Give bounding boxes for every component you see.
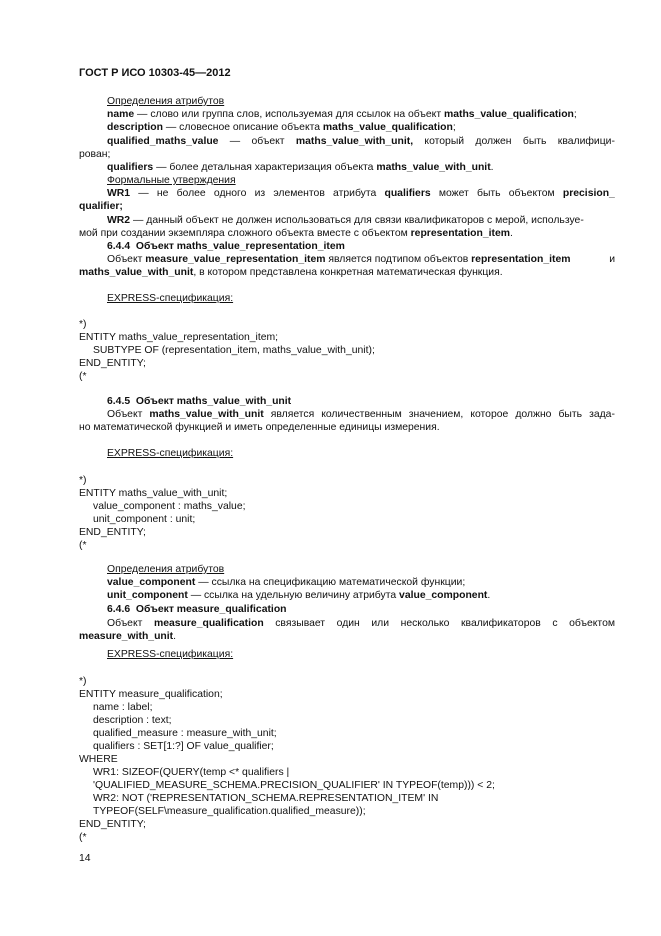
- definition-name: name — слово или группа слов, используемая для ссылок на объект maths_value_qualification;: [107, 109, 577, 120]
- heading-6-4-4: 6.4.4 Объект maths_value_representation_item: [107, 241, 345, 252]
- code-line: 'QUALIFIED_MEASURE_SCHEMA.PRECISION_QUALIFIER' IN TYPEOF(temp))) < 2;: [93, 780, 495, 791]
- document-header: ГОСТ Р ИСО 10303-45—2012: [79, 67, 231, 79]
- paragraph-6-4-5-cont: но математической функцией и иметь определенные единицы измерения.: [79, 422, 440, 433]
- rule-wr2-cont: мой при создании экземпляра сложного объекта вместе с объектом representation_item.: [79, 228, 513, 239]
- definition-description: description — словесное описание объекта maths_value_qualification;: [107, 122, 456, 133]
- paragraph-6-4-4: Объект measure_value_representation_item является подтипом объектов representation_item и: [107, 254, 615, 265]
- code-line: (*: [79, 832, 87, 843]
- definition-qualified-maths-value-cont: рован;: [79, 149, 111, 160]
- code-line: WR2: NOT ('REPRESENTATION_SCHEMA.REPRESENTATION_ITEM' IN: [93, 793, 439, 804]
- express-title-3: EXPRESS-спецификация:: [107, 649, 234, 660]
- heading-6-4-5: 6.4.5 Объект maths_value_with_unit: [107, 396, 292, 407]
- paragraph-6-4-6: Объект measure_qualification связывает один или несколько квалификаторов с объектом: [107, 618, 615, 629]
- definition-qualified-maths-value: qualified_maths_value — объект maths_value_with_unit, который должен быть квалифици-: [107, 136, 615, 147]
- code-line: value_component : maths_value;: [93, 501, 246, 512]
- code-line: (*: [79, 371, 87, 382]
- paragraph-6-4-5: Объект maths_value_with_unit является количественным значением, которое должно быть зада-: [107, 409, 615, 420]
- express-title-2: EXPRESS-спецификация:: [107, 448, 234, 459]
- code-line: END_ENTITY;: [79, 358, 146, 369]
- attribute-definitions-title-2: Определения атрибутов: [107, 564, 225, 575]
- code-line: *): [79, 319, 87, 330]
- rule-wr2: WR2 — данный объект не должен использоваться для связи квалификаторов с мерой, используе-: [107, 215, 584, 226]
- code-line: END_ENTITY;: [79, 527, 146, 538]
- attribute-definitions-title: Определения атрибутов: [107, 96, 225, 107]
- code-line: unit_component : unit;: [93, 514, 196, 525]
- rule-wr1: WR1 — не более одного из элементов атрибута qualifiers может быть объектом precision_: [107, 188, 615, 199]
- code-line: name : label;: [93, 702, 153, 713]
- page-number: 14: [79, 853, 91, 864]
- code-line: *): [79, 676, 87, 687]
- paragraph-6-4-6-cont: measure_with_unit.: [79, 631, 177, 642]
- code-line: ENTITY maths_value_representation_item;: [79, 332, 279, 343]
- code-line: description : text;: [93, 715, 172, 726]
- definition-unit-component: unit_component — ссылка на удельную величину атрибута value_component.: [107, 590, 491, 601]
- code-line: TYPEOF(SELF\measure_qualification.qualified_measure));: [93, 806, 366, 817]
- definition-value-component: value_component — ссылка на спецификацию математической функции;: [107, 577, 466, 588]
- code-line: WR1: SIZEOF(QUERY(temp <* qualifiers |: [93, 767, 290, 778]
- code-line: qualified_measure : measure_with_unit;: [93, 728, 277, 739]
- code-line: SUBTYPE OF (representation_item, maths_value_with_unit);: [93, 345, 375, 356]
- definition-qualifiers: qualifiers — более детальная характеризация объекта maths_value_with_unit.: [107, 162, 494, 173]
- rule-wr1-cont: qualifier;: [79, 201, 123, 212]
- code-line: END_ENTITY;: [79, 819, 146, 830]
- code-line: qualifiers : SET[1:?] OF value_qualifier;: [93, 741, 274, 752]
- paragraph-6-4-4-cont: maths_value_with_unit, в котором представлена конкретная математическая функция.: [79, 267, 503, 278]
- code-line: ENTITY maths_value_with_unit;: [79, 488, 228, 499]
- heading-6-4-6: 6.4.6 Объект measure_qualification: [107, 604, 287, 615]
- code-line: (*: [79, 540, 87, 551]
- code-line: ENTITY measure_qualification;: [79, 689, 223, 700]
- code-line: WHERE: [79, 754, 118, 765]
- formal-statements-title: Формальные утверждения: [107, 175, 236, 186]
- express-title-1: EXPRESS-спецификация:: [107, 293, 234, 304]
- code-line: *): [79, 475, 87, 486]
